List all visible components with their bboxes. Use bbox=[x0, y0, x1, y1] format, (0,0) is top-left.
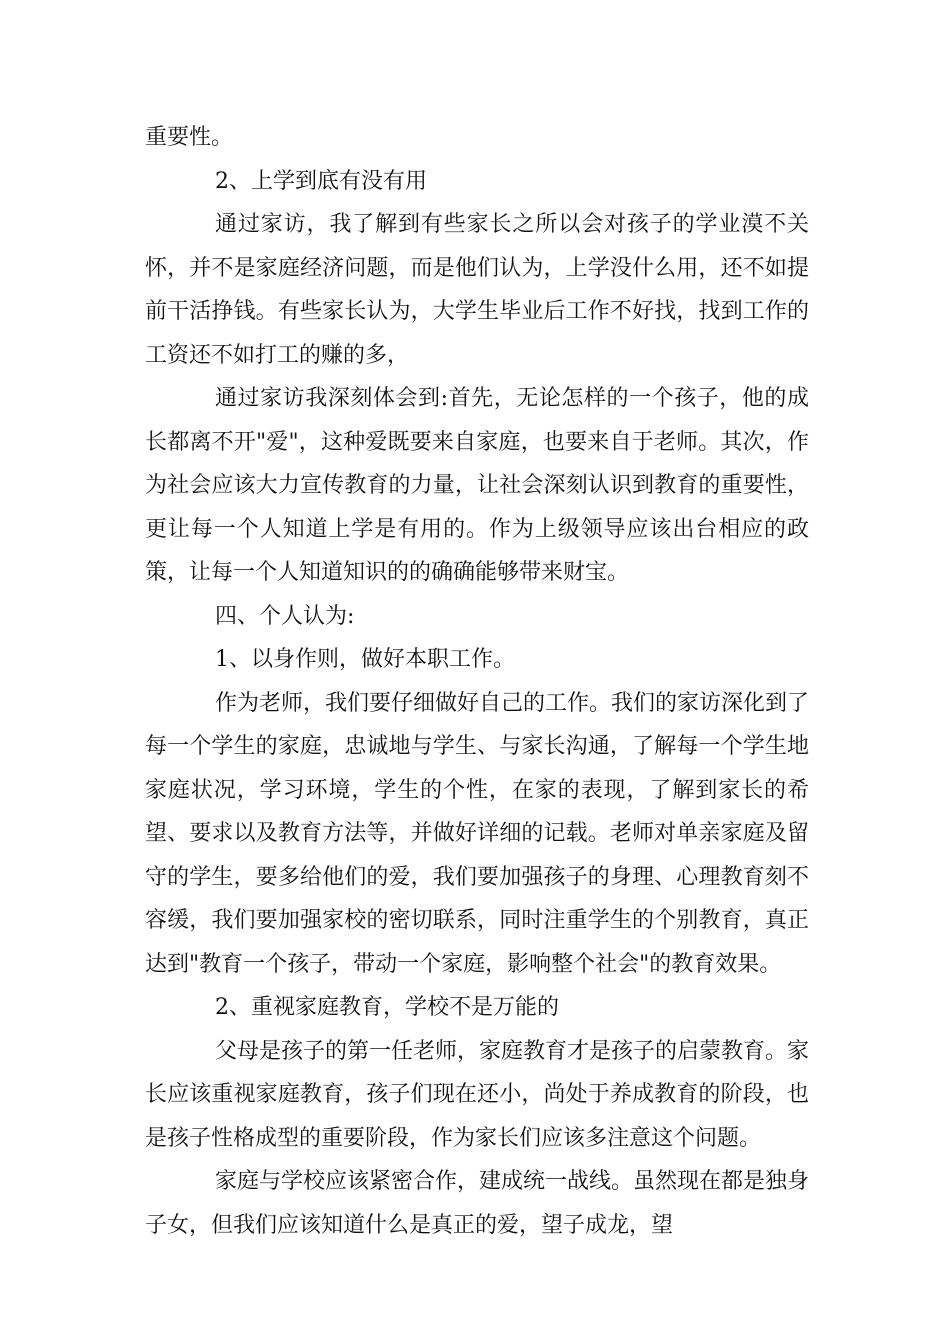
paragraph: 通过家访我深刻体会到:首先，无论怎样的一个孩子，他的成长都离不开"爱"，这种爱既要来自家庭，也要来自于老师。其次，作为社会应该大力宣传教育的力量，让社会深刻认识到教育的重要性，更让每一个人知道上学是有用的。作为上级领导应该出台相应的政策，让每一个人知道知识的的确确能够带来财宝。 bbox=[145, 386, 809, 585]
paragraph: 家庭与学校应该紧密合作，建成统一战线。虽然现在都是独身子女，但我们应该知道什么是真正的爱，望子成龙，望 bbox=[145, 1169, 810, 1238]
section-heading: 四、个人认为: bbox=[215, 603, 355, 629]
paragraph: 重要性。 bbox=[145, 125, 234, 150]
section-heading: 2、重视家庭教育，学校不是万能的 bbox=[215, 995, 559, 1020]
paragraph: 父母是孩子的第一任老师，家庭教育才是孩子的启蒙教育。家长应该重视家庭教育，孩子们现在还小，尚处于养成教育的阶段，也是孩子性格成型的重要阶段，作为家长们应该多注意这个问题。 bbox=[145, 1038, 810, 1151]
document-body bbox=[145, 116, 809, 1247]
paragraph: 作为老师，我们要仔细做好自己的工作。我们的家访深化到了每一个学生的家庭，忠诚地与学生、与家长沟通，了解每一个学生地家庭状况，学习环境，学生的个性，在家的表现，了解到家长的希望、要求以及教育方法等，并做好详细的记载。老师对单亲家庭及留守的学生，要多给他们的爱，我们要加强孩子的身理、心理教育刻不容缓，我们要加强家校的密切联系，同时注重学生的个别教育，真正达到"教育一个孩子，带动一个家庭，影响整个社会"的教育效果。 bbox=[145, 690, 810, 977]
paragraph: 通过家访，我了解到有些家长之所以会对孩子的学业漠不关怀，并不是家庭经济问题，而是他们认为，上学没什么用，还不如提前干活挣钱。有些家长认为，大学生毕业后工作不好找，找到工作的工资还不如打工的赚的多， bbox=[145, 212, 809, 368]
section-heading: 2、上学到底有没有用 bbox=[215, 168, 427, 194]
section-heading: 1、以身作则，做好本职工作。 bbox=[215, 647, 515, 672]
